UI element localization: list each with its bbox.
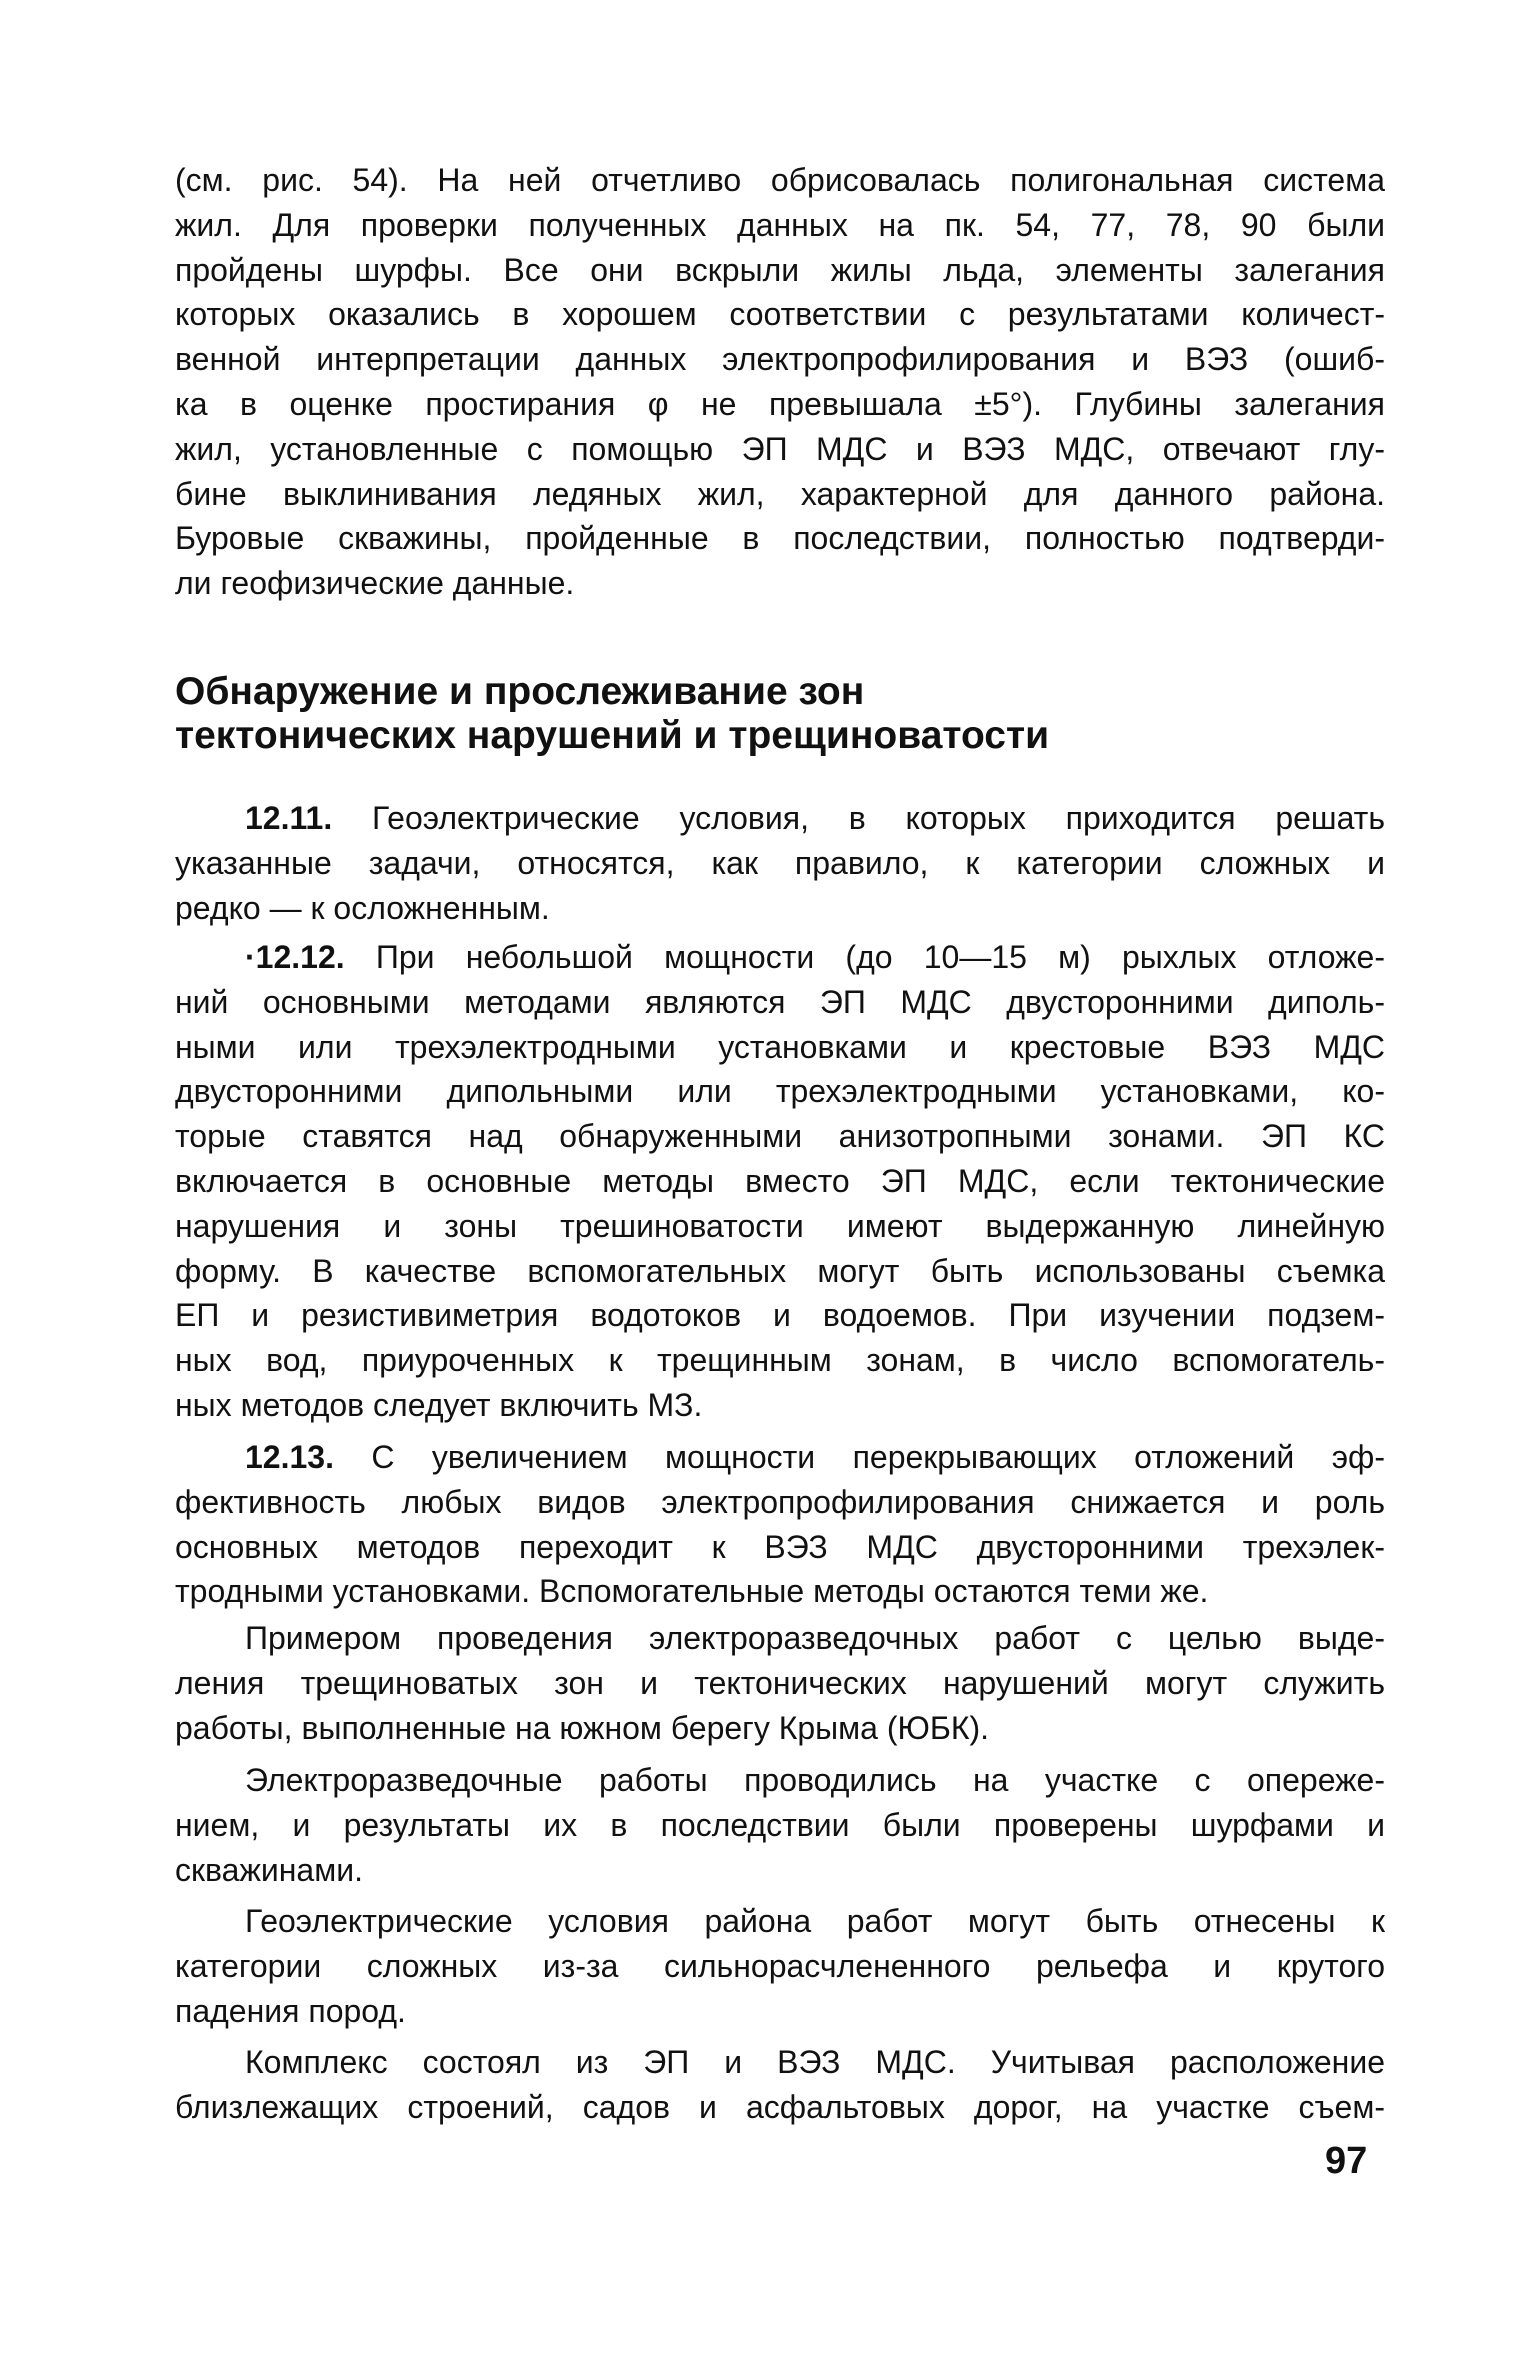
line-text: Геоэлектрические условия, в которых приходится решать: [371, 800, 1385, 836]
paragraph-continuation: [175, 158, 1385, 606]
text-line: [175, 1989, 1385, 2034]
line-text: венной интерпретации данных электропрофилирования и ВЭЗ (ошиб-: [175, 341, 1385, 378]
paragraph-complex: [175, 2040, 1385, 2130]
line-text: ли геофизические данные.: [175, 565, 575, 602]
text-line: [175, 796, 1385, 841]
line-text: падения пород.: [175, 1992, 406, 2029]
paragraph-example: [175, 1616, 1385, 1750]
line-text: категории сложных из-за сильнорасчлененного рельефа и крутого: [175, 1947, 1385, 1984]
line-text: При небольшой мощности (до 10—15 м) рыхлых отложе-: [375, 939, 1385, 975]
text-line: [175, 1848, 1385, 1893]
text-line: [175, 2085, 1385, 2130]
section-heading: [175, 670, 1049, 758]
text-line: [175, 841, 1385, 886]
text-line: [175, 1758, 1385, 1803]
heading-line-1: Обнаружение и прослеживание зон: [175, 670, 865, 713]
text-line: [175, 1899, 1385, 1944]
line-text: тродными установками. Вспомогательные методы остаются теми же.: [175, 1573, 1209, 1610]
page-number: 97: [1325, 2140, 1368, 2182]
line-text: (см. рис. 54). На ней отчетливо обрисовалась полигональная система: [175, 162, 1385, 198]
text-line: [175, 1249, 1385, 1294]
text-line: [175, 203, 1385, 248]
text-line: [175, 1159, 1385, 1204]
text-line: [175, 1025, 1385, 1070]
heading-line-2: тектонических нарушений и трещиноватости: [175, 714, 1050, 757]
text-line: [175, 2040, 1385, 2085]
line-text: жил, установленные с помощью ЭП МДС и ВЭЗ МДС, отвечают глу-: [175, 430, 1385, 467]
paragraph-number: 12.13.: [245, 1439, 334, 1475]
line-text: Электроразведочные работы проводились на участке с опереже-: [245, 1762, 1385, 1798]
text-line: [175, 158, 1385, 203]
text-line: [175, 1706, 1385, 1751]
paragraph-number: ·12.12.: [245, 939, 345, 975]
text-line: [175, 1293, 1385, 1338]
text-line: [175, 1435, 1385, 1480]
text-line: [175, 1944, 1385, 1989]
line-text: ных методов следует включить МЗ.: [175, 1386, 703, 1423]
text-line: [175, 1114, 1385, 1159]
paragraph-works: [175, 1758, 1385, 1892]
line-text: С увеличением мощности перекрывающих отложений эф-: [371, 1439, 1385, 1475]
line-text: работы, выполненные на южном берегу Крыма (ЮБК).: [175, 1709, 990, 1746]
line-text: фективность любых видов электропрофилирования снижается и роль: [175, 1483, 1385, 1520]
line-text: Буровые скважины, пройденные в последствии, полностью подтверди-: [175, 520, 1385, 557]
line-text: форму. В качестве вспомогательных могут быть использованы съемка: [175, 1252, 1385, 1289]
line-text: нием, и результаты их в последствии были проверены шурфами и: [175, 1806, 1385, 1843]
text-line: [175, 1661, 1385, 1706]
line-text: торые ставятся над обнаруженными анизотропными зонами. ЭП КС: [175, 1118, 1385, 1155]
line-text: редко — к осложненным.: [175, 889, 550, 926]
text-line: [175, 1338, 1385, 1383]
text-line: [175, 1616, 1385, 1661]
line-text: которых оказались в хорошем соответствии с результатами количест-: [175, 296, 1385, 333]
text-line: [175, 1803, 1385, 1848]
line-text: основных методов переходит к ВЭЗ МДС двусторонними трехэлек-: [175, 1528, 1385, 1565]
text-line: [175, 472, 1385, 517]
text-line: [175, 1204, 1385, 1249]
paragraph-12-11: [175, 796, 1385, 930]
line-text: ными или трехэлектродными установками и крестовые ВЭЗ МДС: [175, 1028, 1385, 1065]
text-line: [175, 292, 1385, 337]
line-text: Комплекс состоял из ЭП и ВЭЗ МДС. Учитывая расположение: [245, 2044, 1385, 2080]
line-text: бине выклинивания ледяных жил, характерной для данного района.: [175, 475, 1385, 512]
text-line: [175, 1383, 1385, 1428]
text-line: [175, 382, 1385, 427]
text-line: [175, 1569, 1385, 1614]
line-text: Геоэлектрические условия района работ могут быть отнесены к: [245, 1903, 1385, 1939]
line-text: двусторонними дипольными или трехэлектродными установками, ко-: [175, 1073, 1385, 1110]
line-text: ка в оценке простирания φ не превышала ±5°). Глубины залегания: [175, 385, 1385, 422]
text-line: [175, 561, 1385, 606]
line-text: скважинами.: [175, 1851, 363, 1888]
text-line: [175, 1480, 1385, 1525]
line-text: близлежащих строений, садов и асфальтовых дорог, на участке съем-: [175, 2088, 1385, 2125]
line-text: ления трещиноватых зон и тектонических нарушений могут служить: [175, 1664, 1385, 1701]
line-text: ЕП и резистивиметрия водотоков и водоемов. При изучении подзем-: [175, 1297, 1385, 1334]
line-text: жил. Для проверки полученных данных на пк. 54, 77, 78, 90 были: [175, 206, 1385, 243]
text-line: [175, 886, 1385, 931]
paragraph-number: 12.11.: [245, 800, 333, 836]
line-text: нарушения и зоны трешиноватости имеют выдержанную линейную: [175, 1207, 1385, 1244]
line-text: включается в основные методы вместо ЭП МДС, если тектонические: [175, 1162, 1385, 1199]
text-line: [175, 935, 1385, 980]
text-line: [175, 1069, 1385, 1114]
line-text: пройдены шурфы. Все они вскрыли жилы льда, элементы залегания: [175, 251, 1385, 288]
text-line: [175, 248, 1385, 293]
line-text: ний основными методами являются ЭП МДС двусторонними диполь-: [175, 983, 1385, 1020]
text-line: [175, 337, 1385, 382]
line-text: ных вод, приуроченных к трещинным зонам, в число вспомогатель-: [175, 1342, 1385, 1379]
text-line: [175, 516, 1385, 561]
line-text: Примером проведения электроразведочных работ с целью выде-: [245, 1620, 1385, 1656]
text-line: [175, 427, 1385, 472]
text-line: [175, 1525, 1385, 1570]
line-text: указанные задачи, относятся, как правило, к категории сложных и: [175, 844, 1385, 881]
paragraph-geoelectric: [175, 1899, 1385, 2033]
paragraph-12-13: [175, 1435, 1385, 1614]
paragraph-12-12: [175, 935, 1385, 1428]
text-line: [175, 980, 1385, 1025]
